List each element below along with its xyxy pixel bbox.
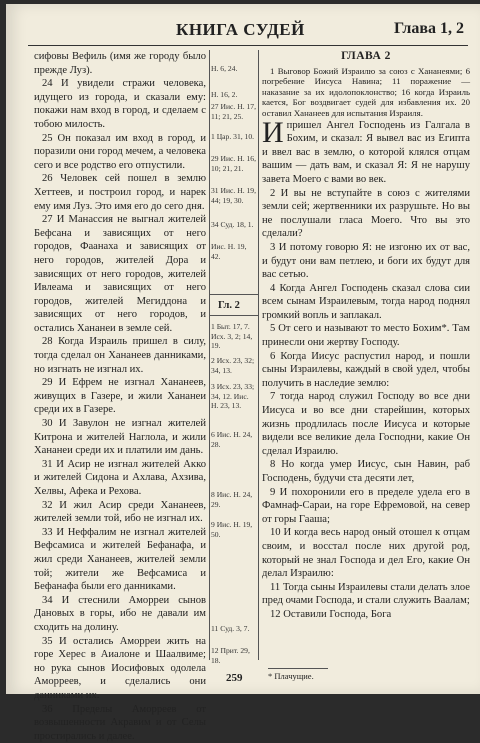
verse-paragraph: 32 И жил Асир среди Хананеев, жителей земли той, ибо не изгнал их.	[34, 499, 206, 526]
verse-paragraph: 26 Человек сей пошел в землю Хеттеев, и построил город, и нарек ему имя Луз. Это имя его до сего дня.	[34, 172, 206, 213]
page-number: 259	[226, 672, 243, 684]
header-rule	[28, 45, 468, 46]
verse-paragraph: 12 Оставили Господа, Бога	[262, 608, 470, 622]
verse-paragraph: 31 И Асир не изгнал жителей Акко и жителей Сидона и Ахлава, Ахзива, Хелвы, Афека и Рехова.	[34, 458, 206, 499]
right-text-column	[262, 50, 470, 622]
cross-reference: 8 Иис. Н. 24, 29.	[211, 490, 257, 509]
verse-paragraph: 2 И вы не вступайте в союз с жителями земли сей; жертвенники их разрушьте. Но вы не послушали гласа Моего. Что вы это сделали?	[262, 187, 470, 241]
left-text-column	[34, 50, 206, 743]
verse-paragraph: 4 Когда Ангел Господень сказал слова сии всем сынам Израилевым, тогда народ поднял громкий вопль и заплакал.	[262, 282, 470, 323]
drop-cap: И	[262, 119, 287, 146]
verse-paragraph: 9 И похоронили его в пределе удела его в Фамнаф-Сараи, на горе Ефремовой, на север от горы Гааша;	[262, 486, 470, 527]
cross-reference: 3 Исх. 23, 33; 34, 12. Иис. Н. 23, 13.	[211, 382, 257, 411]
verse-paragraph: сифовы Вефиль (имя же городу было прежде Луз).	[34, 50, 206, 77]
cross-reference: Н. 6, 24.	[211, 64, 257, 74]
verse-paragraph: 3 И потому говорю Я: не изгоню их от вас, и будут они вам петлею, и боги их будут для вас сетью.	[262, 241, 470, 282]
cross-reference: 1 Быт. 17, 7. Исх. 3, 2; 14, 19.	[211, 322, 257, 351]
cross-reference: 6 Иис. Н. 24, 28.	[211, 430, 257, 449]
cross-reference: 29 Иис. Н. 16, 10; 21, 21.	[211, 154, 257, 173]
cross-reference: 27 Иис. Н. 17, 11; 21, 25.	[211, 102, 257, 121]
verse-paragraph: 29 И Ефрем не изгнал Хананеев, живущих в Газере, и жили Хананеи среди их в Газере.	[34, 376, 206, 417]
footnote: * Плачущие.	[268, 671, 314, 681]
book-title: КНИГА СУДЕЙ	[176, 20, 305, 40]
verse-paragraph: 11 Тогда сыны Израилевы стали делать злое пред очами Господа, и стали служить Ваалам;	[262, 581, 470, 608]
cross-reference: 12 Прит. 29, 18.	[211, 646, 257, 665]
verse-paragraph: 5 От сего и называют то место Бохим*. Там принесли они жертву Господу.	[262, 322, 470, 349]
cross-reference: 2 Исх. 23, 32; 34, 13.	[211, 356, 257, 375]
cross-reference: Н. 16, 2.	[211, 90, 257, 100]
verse-paragraph: 10 И когда весь народ оный отошел к отцам своим, и восстал после них другой род, который не знал Господа и дел Его, какие Он делал Израилю:	[262, 526, 470, 580]
column-divider-right	[258, 50, 259, 660]
cross-reference: 34 Суд. 18, 1.	[211, 220, 257, 230]
verse-paragraph: 7 тогда народ служил Господу во все дни Иисуса и во все дни старейшин, которых жизнь продлилась после Иисуса и которые видели все великие дела Господни, какие Он сделал Израилю.	[262, 390, 470, 458]
verse-paragraph: 33 И Неффалим не изгнал жителей Вефсамиса и жителей Бефанафа, и жил среди Хананеев, жителей земли той; жители же Вефсамиса и Бефанафа были его данниками.	[34, 526, 206, 594]
cross-reference: 9 Иис. Н. 19, 50.	[211, 520, 257, 539]
cross-reference: Иис. Н. 19, 42.	[211, 242, 257, 261]
verse-paragraph: 30 И Завулон не изгнал жителей Китрона и жителей Наглола, и жили Хананеи среди их и платили им дань.	[34, 417, 206, 458]
chapter-heading: ГЛАВА 2	[262, 50, 470, 64]
refs-rule-bottom	[209, 315, 258, 316]
verse-paragraph: 6 Когда Иисус распустил народ, и пошли сыны Израилевы, каждый в свой удел, чтобы получить в наследие землю:	[262, 350, 470, 391]
chapter-summary: 1 Выговор Божий Израилю за союз с Хананеями; 6 погребение Иисуса Навина; 11 поражение — наказание за их идолопоклонство; 16 когда Израиль кается, Бог воздвигает судей для избавления их. 20 оставил Хананеев для испытания Израиля.	[262, 66, 470, 119]
footnote-rule	[268, 668, 328, 669]
verse-paragraph: 27 И Манассия не выгнал жителей Бефсана и зависящих от него городов, Фаанаха и зависящих от него городов, жителей Дора и зависящих от него городов, жителей Ивлеама и зависящих от него городов, жителей Мегиддона и зависящих от него городов, и остались Хананеи в земле сей.	[34, 213, 206, 335]
refs-rule-top	[209, 294, 258, 295]
verse-paragraph: 34 И стеснили Аморреи сынов Дановых в горы, ибо не давали им сходить на долину.	[34, 594, 206, 635]
verse-paragraph: 25 Он показал им вход в город, и поразили они город мечем, а человека сего и все родство его отпустили.	[34, 132, 206, 173]
verse-paragraph: 35 И остались Аморреи жить на горе Херес в Аиалоне и Шаалвиме; но рука сынов Иосифовых одолела Аморреев, и сделались они данниками их.	[34, 635, 206, 703]
column-divider-left	[209, 50, 210, 660]
verse-paragraph: 8 Но когда умер Иисус, сын Навин, раб Господень, будучи ста десяти лет,	[262, 458, 470, 485]
verse-paragraph: пришел Ангел Господень из Галгала в Бохим, и сказал: Я вывел вас из Египта и ввел вас в землю, о которой клялся отцам вашим — дать вам, и сказал Я: Я не нарушу завета Моего с вами во век.	[262, 119, 470, 187]
cross-reference: 1 Цар. 31, 10.	[211, 132, 257, 142]
refs-chapter-label: Гл. 2	[218, 300, 240, 311]
cross-reference: 31 Иис. Н. 19, 44; 19, 30.	[211, 186, 257, 205]
verse-paragraph: 24 И увидели стражи человека, идущего из города, и сказали ему: покажи нам вход в город, и сделаем с тобою милость.	[34, 77, 206, 131]
verse-paragraph: 36 Пределы Аморреев от возвышенности Акравим и от Селы простирались и далее.	[34, 703, 206, 743]
chapter-opening	[262, 119, 470, 187]
verse-paragraph: 28 Когда Израиль пришел в силу, тогда сделал он Хананеев данниками, но изгнать не изгнал их.	[34, 335, 206, 376]
cross-reference: 11 Суд. 3, 7.	[211, 624, 257, 634]
book-page	[6, 4, 480, 694]
chapter-indicator: Глава 1, 2	[394, 20, 464, 38]
